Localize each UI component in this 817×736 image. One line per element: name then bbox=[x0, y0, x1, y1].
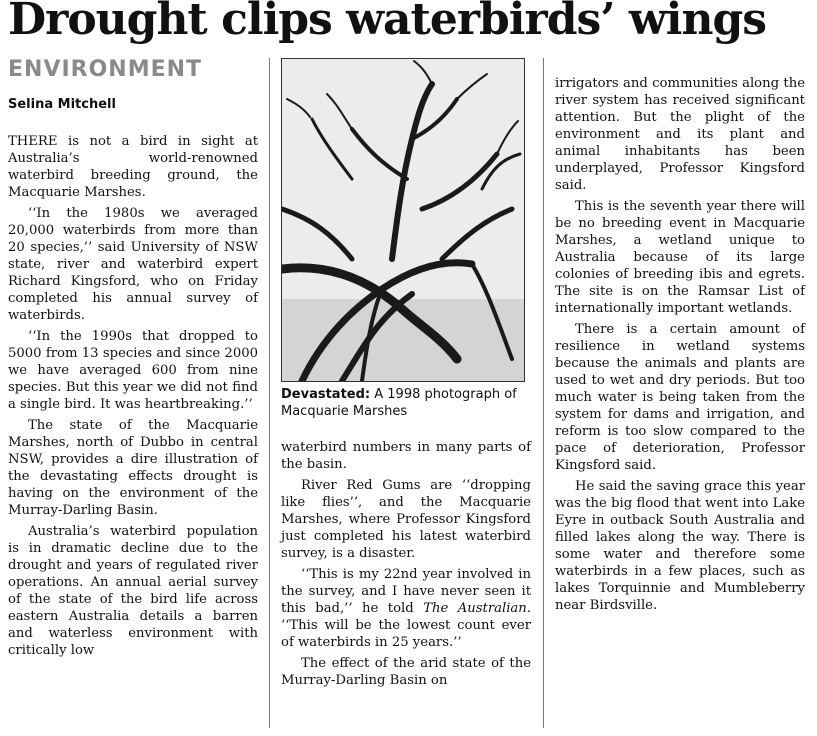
byline: Selina Mitchell bbox=[8, 97, 116, 112]
caption-text: A 1998 photograph of Macquarie Marshes bbox=[281, 387, 517, 419]
paragraph: He said the saving grace this year was the big flood that went into Lake Eyre in outback South Australia and filled lakes along the way. There is some water and therefore some waterbirds in a few places, such as lakes Torquinnie and Mumbleberry near Birdsville. bbox=[555, 479, 805, 613]
paragraph: THERE is not a bird in sight at Australia’s world-renowned waterbird breeding ground, the Macquarie Marshes. bbox=[8, 134, 258, 200]
photo-caption bbox=[281, 386, 531, 420]
marsh-photograph bbox=[281, 58, 525, 382]
publication-name: The Australian bbox=[423, 601, 527, 616]
column-divider-2 bbox=[543, 58, 544, 728]
paragraph: Australia’s waterbird population is in dramatic decline due to the drought and years of regulated river operations. An annual aerial survey of the state of the bird life across eastern Australia details a barren and waterless environment with critically low bbox=[8, 524, 258, 658]
paragraph bbox=[281, 566, 531, 651]
caption-label: Devastated: bbox=[281, 387, 371, 402]
paragraph: River Red Gums are ‘‘dropping like flies’’, and the Macquarie Marshes, where Professor Kingsford just completed his latest waterbird survey, is a disaster. bbox=[281, 478, 531, 561]
column-2 bbox=[281, 439, 531, 693]
column-divider-1 bbox=[269, 58, 270, 728]
column-3 bbox=[555, 75, 805, 618]
paragraph: The effect of the arid state of the Murray-Darling Basin on bbox=[281, 656, 531, 688]
headline: Drought clips waterbirds’ wings bbox=[8, 0, 766, 45]
paragraph: This is the seventh year there will be no breeding event in Macquarie Marshes, a wetland unique to Australia because of its large colonies of breeding ibis and egrets. The site is on the Ramsar List of internationally important wetlands. bbox=[555, 199, 805, 316]
paragraph: ‘‘In the 1980s we averaged 20,000 waterbirds from more than 20 species,’’ said University of NSW state, river and waterbird expert Richard Kingsford, who on Friday completed his annual survey of waterbirds. bbox=[8, 206, 258, 323]
section-label: ENVIRONMENT bbox=[8, 57, 203, 82]
quote-text: . ‘‘This will be the lowest count ever of waterbirds in 25 years.’’ bbox=[281, 601, 531, 650]
dead-trees-image bbox=[282, 59, 524, 381]
paragraph: irrigators and communities along the river system has received significant attention. But the plight of the environment and its plant and animal inhabitants has been underplayed, Professor Kingsford said. bbox=[555, 76, 805, 193]
paragraph: ‘‘In the 1990s that dropped to 5000 from 13 species and since 2000 we have averaged 600 from nine species. But this year we did not find a single bird. It was heartbreaking.’’ bbox=[8, 329, 258, 412]
paragraph: The state of the Macquarie Marshes, north of Dubbo in central NSW, provides a dire illustration of the devastating effects drought is having on the environment of the Murray-Darling Basin. bbox=[8, 418, 258, 518]
quote-text: ‘‘This is my 22nd year involved in the survey, and I have never seen it this bad,’’ he told bbox=[281, 567, 531, 616]
paragraph: waterbird numbers in many parts of the basin. bbox=[281, 440, 531, 472]
column-1 bbox=[8, 133, 258, 663]
paragraph: There is a certain amount of resilience in wetland systems because the animals and plants are used to wet and dry periods. But too much water is being taken from the system for dams and irrigation, and reform is too slow compared to the pace of deterioration, Professor Kingsford said. bbox=[555, 322, 805, 473]
